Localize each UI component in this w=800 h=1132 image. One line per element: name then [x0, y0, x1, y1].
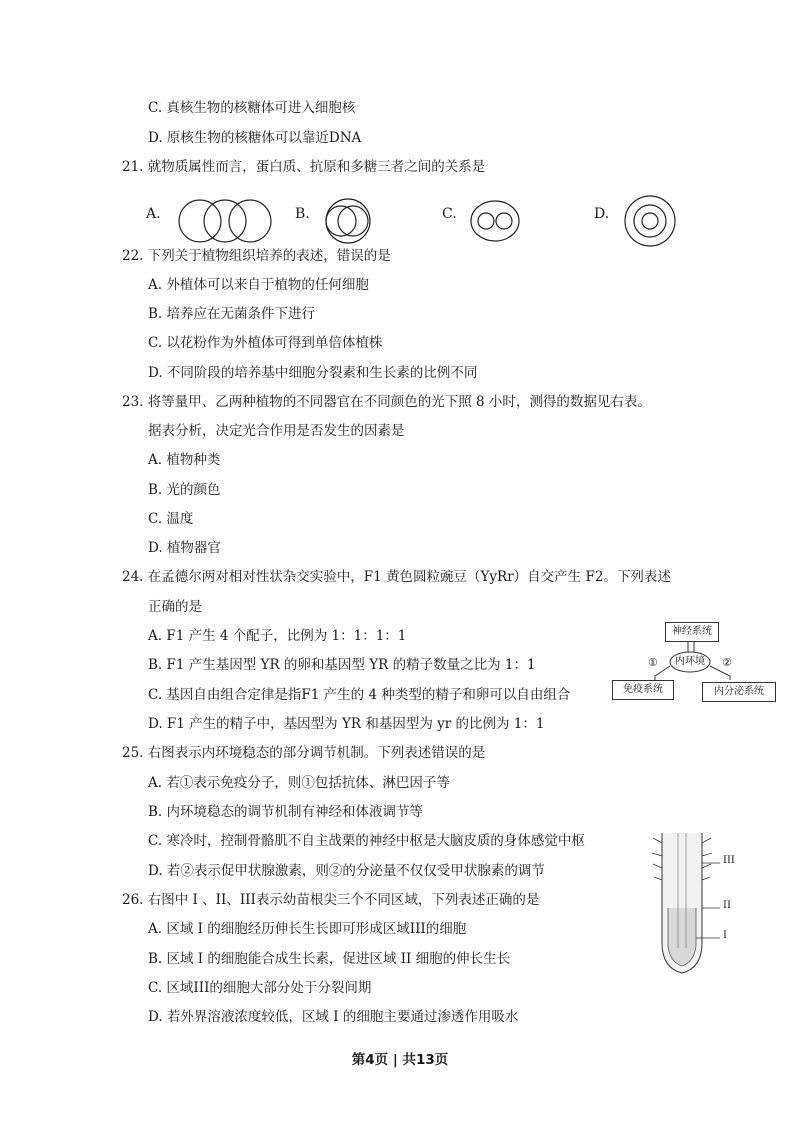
q26-option-c: C. 区域III的细胞大部分处于分裂间期	[148, 980, 372, 996]
immune-system-box: 免疫系统	[612, 680, 674, 700]
q20-option-c: C. 真核生物的核糖体可进入细胞核	[148, 100, 356, 116]
q23-option-c: C. 温度	[148, 511, 194, 527]
q22-option-c: C. 以花粉作为外植体可得到单倍体植株	[148, 335, 383, 351]
q24-option-d: D. F1 产生的精子中，基因型为 YR 和基因型为 yr 的比例为 1：1	[148, 716, 545, 732]
q24-option-c: C. 基因自由组合定律是指F1 产生的 4 种类型的精子和卵可以自由组合	[148, 687, 571, 703]
q25-option-c: C. 寒冷时，控制骨骼肌不自主战栗的神经中枢是大脑皮质的身体感觉中枢	[148, 833, 585, 849]
q21-label-b: B.	[295, 206, 310, 222]
root-tip-figure	[640, 828, 750, 978]
q22-stem: 22. 下列关于植物组织培养的表述，错误的是	[122, 248, 391, 264]
internal-environment-label: 内环境	[675, 656, 705, 667]
q21-label-a: A.	[146, 206, 161, 222]
q26-stem: 26. 右图中 I 、II、III表示幼苗根尖三个不同区域，下列表述正确的是	[122, 892, 540, 908]
nervous-system-box: 神经系统	[665, 622, 719, 642]
q23-option-d: D. 植物器官	[148, 540, 221, 556]
q25-option-a: A. 若①表示免疫分子，则①包括抗体、淋巴因子等	[148, 775, 450, 791]
root-label-i: I	[723, 930, 727, 941]
q22-option-b: B. 培养应在无菌条件下进行	[148, 306, 316, 322]
q20-option-d: D. 原核生物的核糖体可以靠近DNA	[148, 130, 362, 146]
q21-diagram-c	[465, 196, 525, 246]
q25-stem: 25. 右图表示内环境稳态的部分调节机制。下列表述错误的是	[122, 745, 486, 761]
q24-option-b: B. F1 产生基因型 YR 的卵和基因型 YR 的精子数量之比为 1：1	[148, 657, 536, 673]
q26-option-d: D. 若外界溶液浓度较低，区域 I 的细胞主要通过渗透作用吸水	[148, 1009, 519, 1025]
root-tip-drawing	[640, 828, 750, 978]
root-label-ii: II	[723, 900, 731, 911]
q24-stem-cont: 正确的是	[148, 599, 202, 615]
q21-stem: 21. 就物质属性而言，蛋白质、抗原和多糖三者之间的关系是	[122, 159, 486, 175]
q23-option-b: B. 光的颜色	[148, 482, 221, 498]
q21-label-c: C.	[442, 206, 457, 222]
q25-option-b: B. 内环境稳态的调节机制有神经和体液调节等	[148, 804, 424, 820]
endocrine-system-box: 内分泌系统	[702, 682, 776, 702]
q26-option-b: B. 区域 I 的细胞能合成生长素，促进区域 II 细胞的伸长生长	[148, 951, 511, 967]
mark-1: ①	[648, 656, 658, 669]
q23-stem-cont: 据表分析，决定光合作用是否发生的因素是	[148, 423, 405, 439]
q23-option-a: A. 植物种类	[148, 452, 221, 468]
q21-diagram-a	[170, 196, 280, 246]
q23-stem: 23. 将等量甲、乙两种植物的不同器官在不同颜色的光下照 8 小时，测得的数据见右表。	[122, 394, 651, 410]
q24-stem: 24. 在孟德尔两对相对性状杂交实验中，F1 黄色圆粒豌豆（YyRr）自交产生 F2。下列表述	[122, 569, 671, 585]
q21-label-d: D.	[594, 206, 610, 222]
q22-option-d: D. 不同阶段的培养基中细胞分裂素和生长素的比例不同	[148, 365, 478, 381]
q21-diagram-b	[315, 196, 385, 246]
q26-option-a: A. 区域 I 的细胞经历伸长生长即可形成区域III的细胞	[148, 921, 467, 937]
q25-option-d: D. 若②表示促甲状腺激素，则②的分泌量不仅仅受甲状腺素的调节	[148, 863, 545, 879]
root-label-iii: III	[723, 855, 735, 866]
q21-diagram-d	[615, 194, 685, 248]
homeostasis-diagram	[610, 620, 785, 710]
q21-venn-options	[140, 196, 700, 246]
q22-option-a: A. 外植体可以来自于植物的任何细胞	[148, 277, 369, 293]
mark-2: ②	[722, 656, 732, 669]
q24-option-a: A. F1 产生 4 个配子，比例为 1：1：1：1	[148, 628, 407, 644]
page-footer: 第4页 | 共13页	[351, 1052, 449, 1068]
